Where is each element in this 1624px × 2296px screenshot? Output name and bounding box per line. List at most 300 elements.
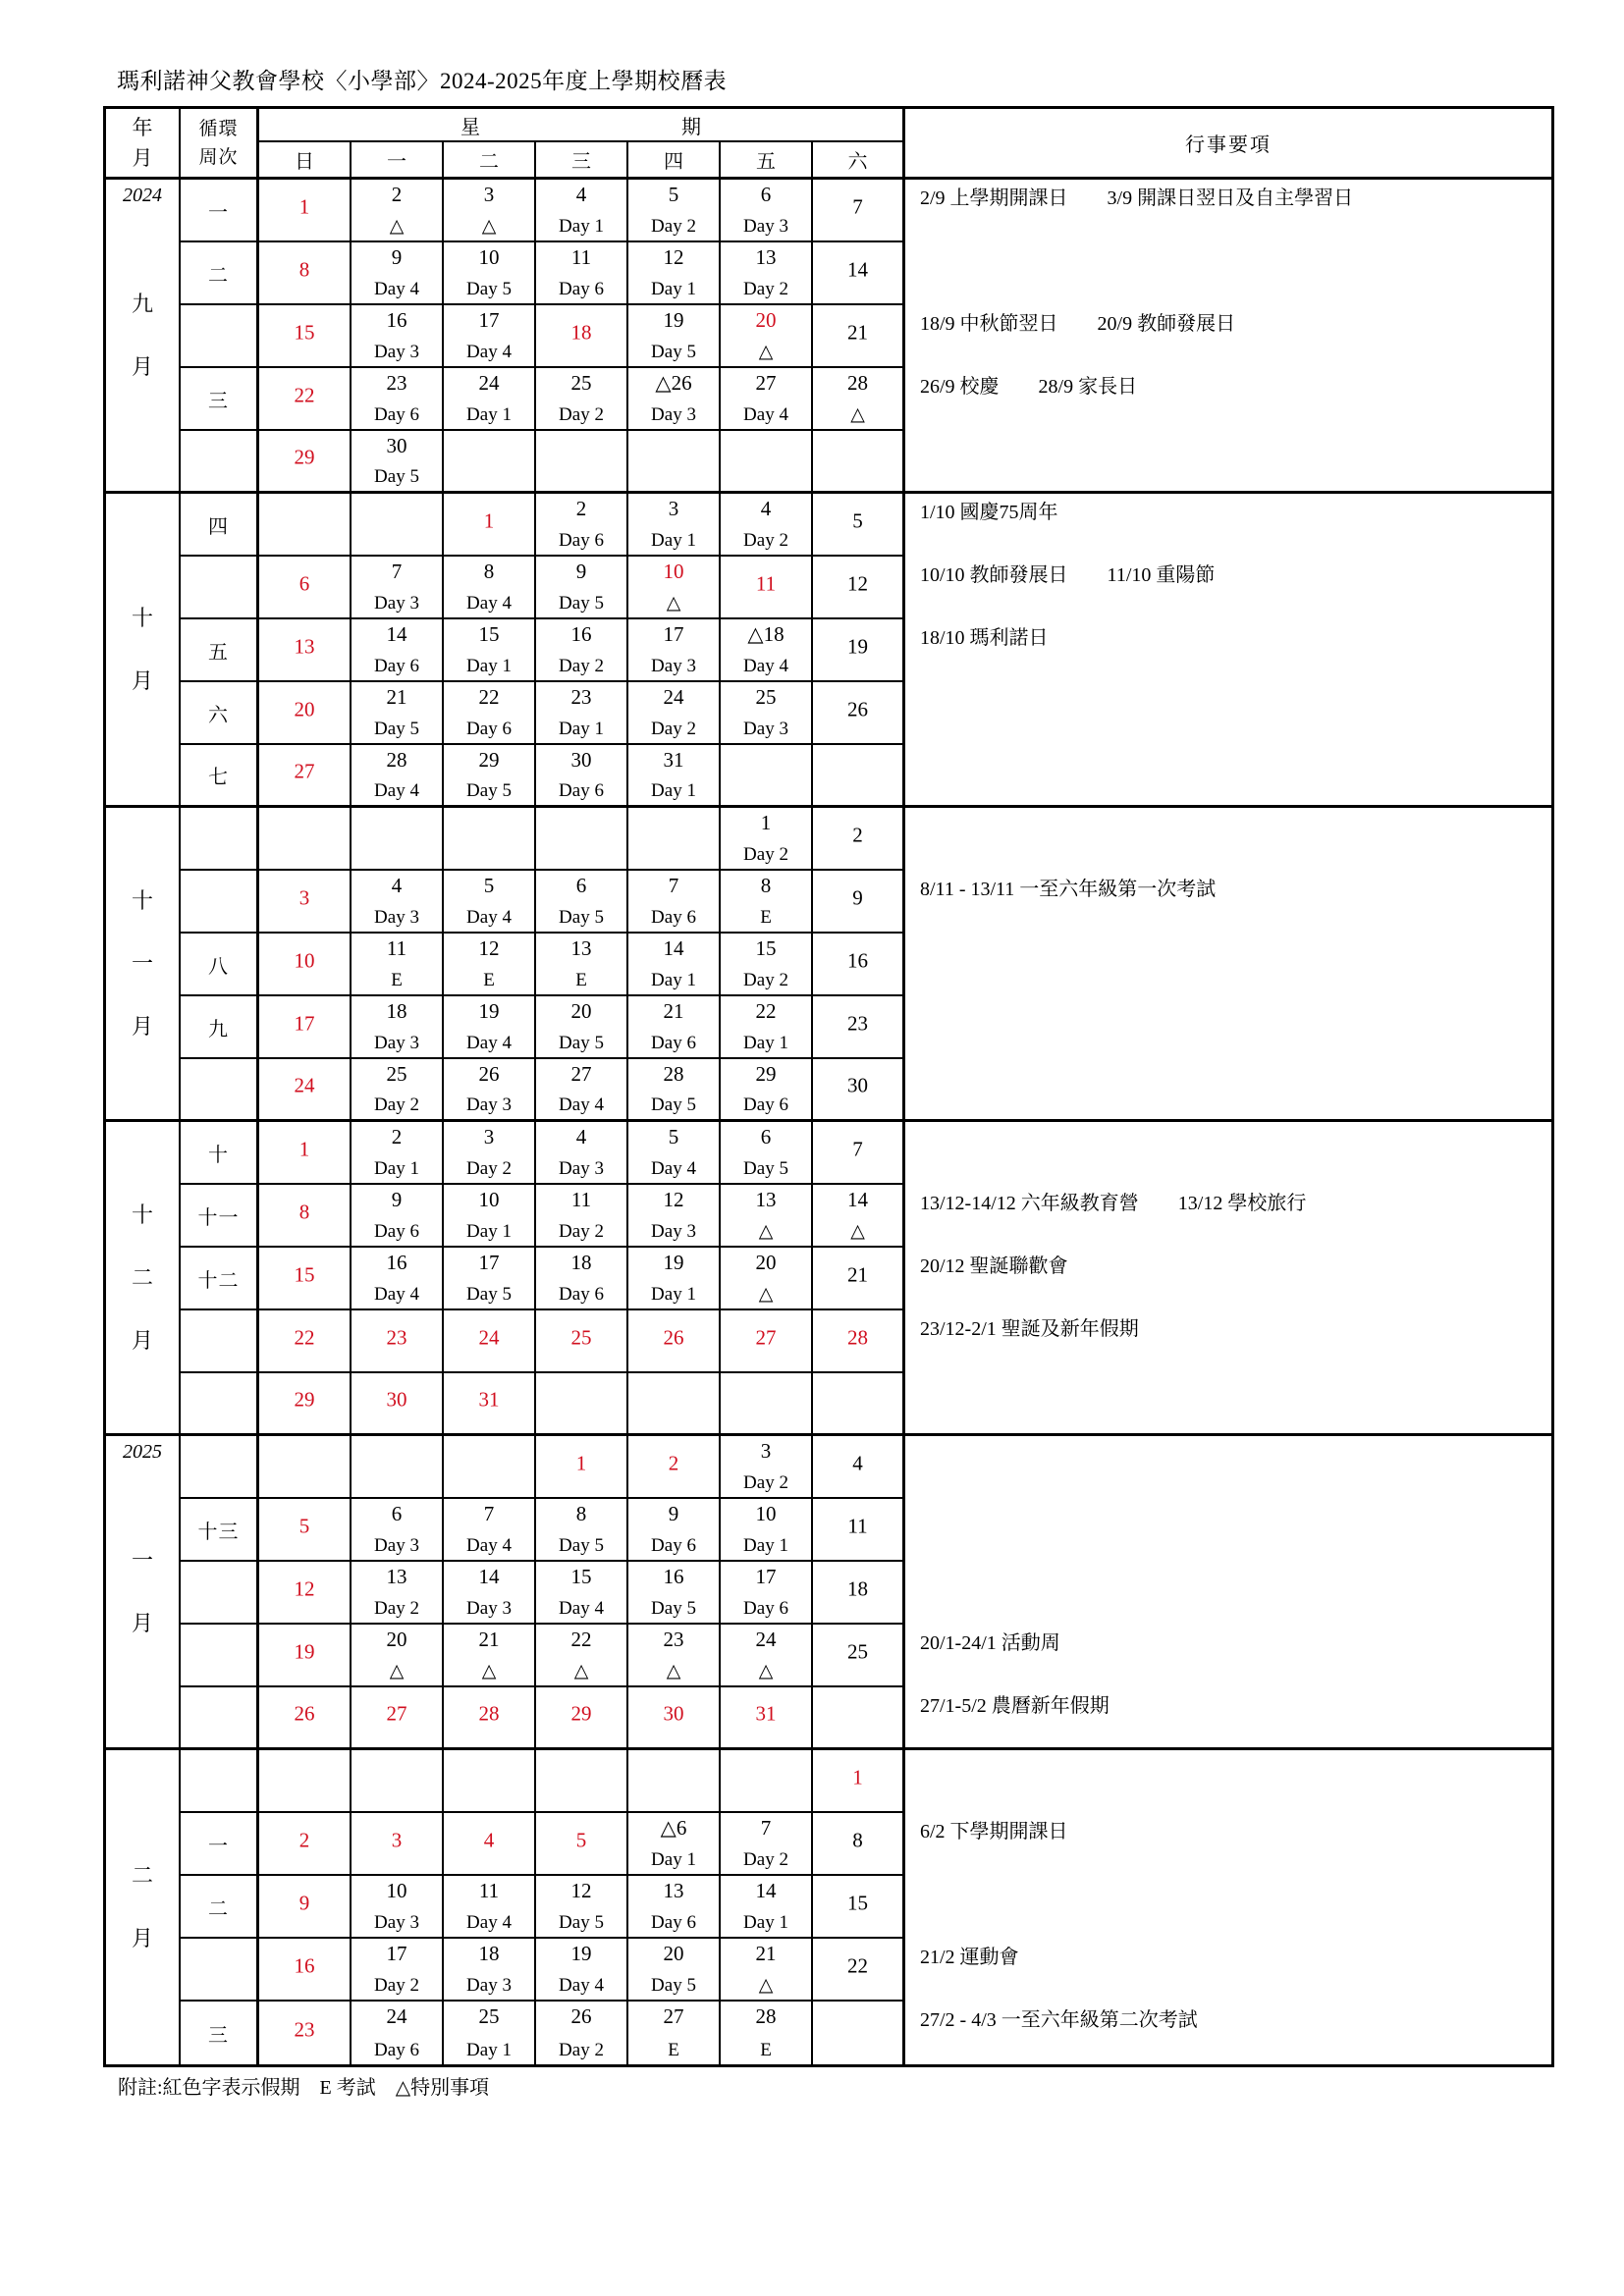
month-label-char: 一: [131, 950, 153, 976]
date-number-line: [352, 1629, 442, 1651]
date-cell: [813, 745, 905, 808]
date-cell: [444, 180, 536, 242]
date-number: 26: [671, 371, 692, 395]
month-label-char: 二: [131, 1863, 153, 1888]
date-number: 6: [298, 571, 310, 596]
event-text: 20/1-24/1 活動周: [920, 1632, 1060, 1654]
date-number-line: [813, 1138, 902, 1160]
date-number-line: [721, 875, 811, 897]
date-cell: [628, 431, 721, 494]
date-number-line: [628, 561, 719, 583]
cycle-label: 一: [208, 201, 229, 224]
date-number-line: [259, 2018, 350, 2041]
date-sub-label: Day 3: [651, 656, 696, 676]
date-number: 8: [575, 1502, 587, 1525]
date-number: 31: [663, 748, 684, 772]
date-number-line: [444, 1326, 534, 1349]
date-number: 4: [391, 874, 403, 897]
date-cell: [352, 934, 444, 996]
date-cell: [628, 1122, 721, 1185]
date-cell: [259, 745, 352, 808]
date-sub-label: Day 3: [743, 216, 788, 237]
date-number-line: [721, 1189, 811, 1211]
date-cell: [259, 1373, 352, 1436]
month-label-char: 二: [131, 1264, 153, 1290]
date-cell: [628, 242, 721, 305]
cycle-cell: [181, 1687, 259, 1750]
date-number-line: [444, 1503, 534, 1525]
date-number: 4: [852, 1451, 863, 1475]
date-number-line: [352, 1566, 442, 1588]
weekday-fri: 五: [721, 142, 813, 180]
date-number-line: [813, 698, 902, 721]
date-number-line: [352, 1703, 442, 1726]
date-number: 15: [294, 320, 315, 345]
date-cell: [628, 305, 721, 368]
date-number: 3: [668, 497, 679, 520]
date-sub-label: Day 4: [466, 342, 512, 362]
header-cycle-line1: 循環: [198, 118, 239, 139]
date-cell: [536, 1185, 628, 1248]
event-text: 10/10 教師發展日 11/10 重陽節: [920, 564, 1216, 586]
date-number: 16: [294, 1953, 315, 1978]
date-number-line: [628, 1252, 719, 1274]
date-number: 1: [298, 1137, 310, 1161]
date-number-line: [259, 321, 350, 344]
date-cell: [259, 1813, 352, 1876]
date-number: 3: [391, 1828, 403, 1852]
date-number-line: [259, 1829, 350, 1851]
date-sub-label: Day 2: [374, 1598, 419, 1619]
date-sub-label: Day 2: [559, 1221, 604, 1242]
date-cell: [259, 996, 352, 1059]
date-number-line: [536, 1566, 626, 1588]
date-number-line: [352, 937, 442, 960]
date-cell: [721, 1122, 813, 1185]
date-number-line: [444, 1063, 534, 1086]
date-number: 14: [755, 1879, 777, 1902]
date-cell: [352, 1310, 444, 1373]
date-number: 13: [386, 1565, 407, 1588]
date-sub-label: Day 1: [466, 404, 512, 425]
date-number: 27: [570, 1062, 592, 1086]
date-number: 12: [570, 1879, 592, 1902]
weekday-tue: 二: [444, 142, 536, 180]
date-sub-label: Day 1: [374, 1158, 419, 1179]
date-number-line: [352, 875, 442, 897]
date-number: 14: [478, 1565, 500, 1588]
date-number: 10: [478, 1188, 500, 1211]
date-cell: [813, 557, 905, 619]
date-cell: [259, 1122, 352, 1185]
date-cell: [444, 368, 536, 431]
date-number-line: [628, 1326, 719, 1349]
date-number: 10: [386, 1879, 407, 1902]
date-number: 27: [386, 1701, 407, 1726]
date-number: 2: [852, 823, 863, 847]
month-year-cell: [106, 1122, 181, 1436]
date-cell: [444, 1813, 536, 1876]
date-cell: [352, 1813, 444, 1876]
date-sub-label: Day 2: [651, 719, 696, 739]
date-sub-label: Day 2: [651, 216, 696, 237]
date-sub-label: Day 4: [466, 907, 512, 928]
events-cell: [905, 494, 1551, 808]
cycle-label: 二: [208, 264, 229, 287]
cycle-cell: [181, 1562, 259, 1625]
date-number-line: [352, 1326, 442, 1349]
date-sub-label: Day 3: [559, 1158, 604, 1179]
month-year-cell: [106, 1750, 181, 2064]
date-number: 16: [847, 948, 868, 973]
date-cell: [444, 305, 536, 368]
cycle-cell: [181, 1750, 259, 1813]
date-cell: [444, 934, 536, 996]
date-sub-label: △: [573, 1661, 589, 1682]
date-number: 20: [755, 308, 777, 332]
date-number-line: [259, 1012, 350, 1035]
date-sub-label: Day 1: [651, 530, 696, 551]
date-cell: [352, 1687, 444, 1750]
date-number: 9: [668, 1502, 679, 1525]
weekday-mon: 一: [352, 142, 444, 180]
date-number-line: [721, 1703, 811, 1726]
date-number-line: [444, 875, 534, 897]
date-sub-label: Day 1: [466, 2040, 512, 2060]
cycle-label: 三: [208, 2024, 229, 2047]
date-number: 13: [755, 1188, 777, 1211]
cycle-label: 十: [208, 1144, 229, 1166]
events-cell: [905, 808, 1551, 1122]
date-number: 11: [570, 1188, 592, 1211]
date-number-line: [352, 1063, 442, 1086]
date-number-line: [813, 1263, 902, 1286]
date-cell: [721, 1750, 813, 1813]
date-number: 10: [294, 948, 315, 973]
date-sub-label: Day 4: [466, 1912, 512, 1933]
date-number: 2: [668, 1451, 679, 1475]
date-sub-label: △: [758, 1221, 774, 1242]
date-cell: [813, 1122, 905, 1185]
date-number: 6: [676, 1816, 687, 1840]
date-number: 20: [386, 1628, 407, 1651]
date-number-line: [721, 1629, 811, 1651]
month-year-cell: [106, 808, 181, 1122]
date-number-line: [813, 1577, 902, 1600]
cycle-cell: [181, 242, 259, 305]
date-number-line: [813, 824, 902, 846]
date-cell: [444, 1499, 536, 1562]
date-number: 31: [478, 1387, 500, 1412]
date-number: 24: [663, 685, 684, 709]
date-cell: [721, 431, 813, 494]
date-cell: [259, 1310, 352, 1373]
date-number-line: [536, 937, 626, 960]
date-cell: [536, 242, 628, 305]
date-cell: [813, 619, 905, 682]
week-char-1: 星: [460, 116, 480, 138]
date-cell: [352, 1562, 444, 1625]
date-number-line: [444, 1943, 534, 1965]
date-number: 5: [668, 1125, 679, 1148]
date-cell: [536, 996, 628, 1059]
date-sub-label: △: [481, 216, 497, 237]
date-number: 28: [386, 748, 407, 772]
date-cell: [628, 1436, 721, 1499]
date-cell: [813, 1687, 905, 1750]
date-number-line: [628, 623, 719, 646]
date-sub-label: Day 6: [559, 780, 604, 801]
month-label-char: 九: [131, 291, 153, 316]
cycle-cell: [181, 996, 259, 1059]
date-number-line: [721, 623, 811, 646]
date-sub-label: △: [666, 593, 681, 614]
date-number: 5: [668, 183, 679, 206]
date-cell: [352, 1248, 444, 1310]
date-number: 3: [483, 1125, 495, 1148]
date-number-line: [536, 749, 626, 772]
date-cell: [444, 745, 536, 808]
cycle-cell: [181, 682, 259, 745]
cycle-cell: [181, 808, 259, 871]
date-cell: [259, 305, 352, 368]
date-number: 26: [294, 1701, 315, 1726]
date-number: 11: [570, 245, 592, 269]
date-number-line: [721, 1126, 811, 1148]
date-number-line: [628, 2005, 719, 2028]
date-cell: [536, 305, 628, 368]
date-number-line: [352, 1503, 442, 1525]
date-cell: [813, 1248, 905, 1310]
date-cell: [352, 1185, 444, 1248]
date-cell: [536, 1373, 628, 1436]
date-cell: [444, 557, 536, 619]
event-text: 2/9 上學期開課日 3/9 開課日翌日及自主學習日: [920, 187, 1354, 209]
date-cell: [444, 1436, 536, 1499]
date-number: 26: [663, 1325, 684, 1350]
date-number: 15: [755, 936, 777, 960]
date-cell: [444, 494, 536, 557]
date-number-line: [259, 258, 350, 281]
date-sub-label: Day 1: [559, 216, 604, 237]
date-cell: [259, 1059, 352, 1122]
date-number: 1: [575, 1451, 587, 1475]
date-number: 5: [575, 1828, 587, 1852]
date-number: 24: [755, 1628, 777, 1651]
header-cycle: [181, 109, 259, 180]
date-cell: [259, 1687, 352, 1750]
date-number-line: [721, 572, 811, 595]
date-number: 29: [294, 445, 315, 469]
month-label-char: 月: [131, 1926, 153, 1950]
date-sub-label: Day 1: [743, 1033, 788, 1053]
date-sub-label: Day 5: [743, 1158, 788, 1179]
date-cell: [813, 305, 905, 368]
date-sub-label: E: [575, 970, 587, 990]
date-cell: [536, 1059, 628, 1122]
date-cell: [721, 1813, 813, 1876]
date-cell: [813, 2002, 905, 2064]
date-number-line: [444, 623, 534, 646]
date-number: 25: [386, 1062, 407, 1086]
date-cell: [628, 619, 721, 682]
date-number-line: [352, 372, 442, 395]
date-number: 5: [483, 874, 495, 897]
date-number-line: [444, 2005, 534, 2028]
weekday-wed: 三: [536, 142, 628, 180]
date-number: 2: [298, 1828, 310, 1852]
date-number: 29: [570, 1701, 592, 1726]
date-number: 31: [755, 1701, 777, 1726]
date-cell: [721, 682, 813, 745]
date-sub-label: Day 2: [559, 404, 604, 425]
date-cell: [721, 745, 813, 808]
date-number-line: [444, 1829, 534, 1851]
cycle-cell: [181, 368, 259, 431]
date-cell: [444, 1059, 536, 1122]
date-sub-label: Day 5: [651, 1598, 696, 1619]
date-cell: [628, 682, 721, 745]
date-sub-label: Day 1: [651, 970, 696, 990]
date-number-line: [352, 184, 442, 206]
date-number-line: [536, 372, 626, 395]
date-number-line: [813, 1954, 902, 1977]
legend: 附註:紅色字表示假期 E 考試 △特別事項: [118, 2077, 490, 2099]
date-number-line: [444, 1880, 534, 1902]
date-sub-label: Day 4: [559, 1095, 604, 1115]
date-number: 4: [760, 497, 772, 520]
date-number: 13: [294, 634, 315, 659]
date-number: 28: [663, 1062, 684, 1086]
date-sub-label: Day 6: [466, 719, 512, 739]
date-number: 7: [760, 1816, 772, 1840]
date-sub-label: Day 3: [466, 1975, 512, 1996]
date-number: 6: [760, 183, 772, 206]
date-sub-label: Day 1: [466, 1221, 512, 1242]
date-number: 21: [847, 320, 868, 345]
date-cell: [352, 808, 444, 871]
date-number-line: [628, 749, 719, 772]
date-cell: [444, 1185, 536, 1248]
date-cell: [721, 494, 813, 557]
date-number-line: [721, 498, 811, 520]
page-title: 瑪利諾神父教會學校〈小學部〉2024-2025年度上學期校曆表: [117, 69, 728, 93]
date-number-line: [813, 635, 902, 658]
date-number: 26: [847, 697, 868, 721]
date-cell: [628, 934, 721, 996]
date-number-line: [444, 509, 534, 532]
date-number-line: [444, 1189, 534, 1211]
date-sub-label: Day 3: [374, 1033, 419, 1053]
date-cell: [628, 1813, 721, 1876]
date-number: 4: [575, 183, 587, 206]
date-number: 5: [852, 508, 863, 533]
date-cell: [721, 2002, 813, 2064]
date-cell: [721, 368, 813, 431]
date-cell: [813, 1373, 905, 1436]
date-cell: [813, 1562, 905, 1625]
date-number: 28: [847, 1325, 868, 1350]
month-label-char: 月: [131, 1013, 153, 1039]
date-number-line: [444, 561, 534, 583]
date-cell: [628, 368, 721, 431]
date-number-line: [813, 1189, 902, 1211]
date-sub-label: Day 2: [466, 1158, 512, 1179]
date-sub-label: Day 3: [651, 1221, 696, 1242]
date-cell: [721, 1939, 813, 2002]
date-sub-label: Day 2: [743, 844, 788, 865]
date-number-line: [536, 1703, 626, 1726]
date-number-line: [259, 698, 350, 721]
month-label-char: 月: [131, 1327, 153, 1353]
triangle-prefix-icon: △: [747, 622, 764, 646]
date-sub-label: Day 4: [559, 1975, 604, 1996]
date-sub-label: Day 4: [743, 656, 788, 676]
date-number-line: [444, 309, 534, 332]
date-number-line: [813, 1892, 902, 1914]
event-text: 8/11 - 13/11 一至六年級第一次考試: [920, 879, 1217, 900]
date-number-line: [536, 686, 626, 709]
date-number: 24: [386, 2004, 407, 2028]
event-text: 18/10 瑪利諾日: [920, 627, 1049, 649]
date-cell: [721, 1436, 813, 1499]
cycle-cell: [181, 619, 259, 682]
date-cell: [721, 1876, 813, 1939]
date-number-line: [352, 1126, 442, 1148]
date-number: 22: [847, 1953, 868, 1978]
date-number: 3: [298, 885, 310, 910]
date-number: 14: [663, 936, 684, 960]
date-number-line: [259, 195, 350, 218]
date-number: 27: [755, 1325, 777, 1350]
date-cell: [444, 1687, 536, 1750]
date-sub-label: Day 2: [559, 2040, 604, 2060]
date-number-line: [259, 1263, 350, 1286]
date-number: 16: [386, 1251, 407, 1274]
date-number-line: [352, 1943, 442, 1965]
date-number-line: [444, 372, 534, 395]
date-sub-label: Day 1: [651, 1284, 696, 1305]
date-number-line: [721, 686, 811, 709]
date-number-line: [628, 184, 719, 206]
date-sub-label: Day 3: [374, 907, 419, 928]
date-cell: [721, 619, 813, 682]
date-cell: [259, 1248, 352, 1310]
date-number: 21: [478, 1628, 500, 1651]
date-sub-label: Day 4: [466, 1033, 512, 1053]
date-cell: [536, 1562, 628, 1625]
date-sub-label: Day 2: [374, 1095, 419, 1115]
date-number: 30: [386, 434, 407, 457]
date-number-line: [813, 1515, 902, 1537]
date-number-line: [259, 572, 350, 595]
date-cell: [536, 368, 628, 431]
date-number: 8: [760, 874, 772, 897]
date-number: 22: [570, 1628, 592, 1651]
date-number-line: [721, 1440, 811, 1463]
date-sub-label: Day 3: [374, 593, 419, 614]
date-number: 29: [478, 748, 500, 772]
date-cell: [259, 1939, 352, 2002]
date-number-line: [628, 498, 719, 520]
date-number-line: [721, 1943, 811, 1965]
date-number: 19: [847, 634, 868, 659]
date-number-line: [536, 1880, 626, 1902]
date-cell: [259, 1750, 352, 1813]
date-number-line: [813, 258, 902, 281]
date-cell: [536, 1750, 628, 1813]
cycle-cell: [181, 1185, 259, 1248]
